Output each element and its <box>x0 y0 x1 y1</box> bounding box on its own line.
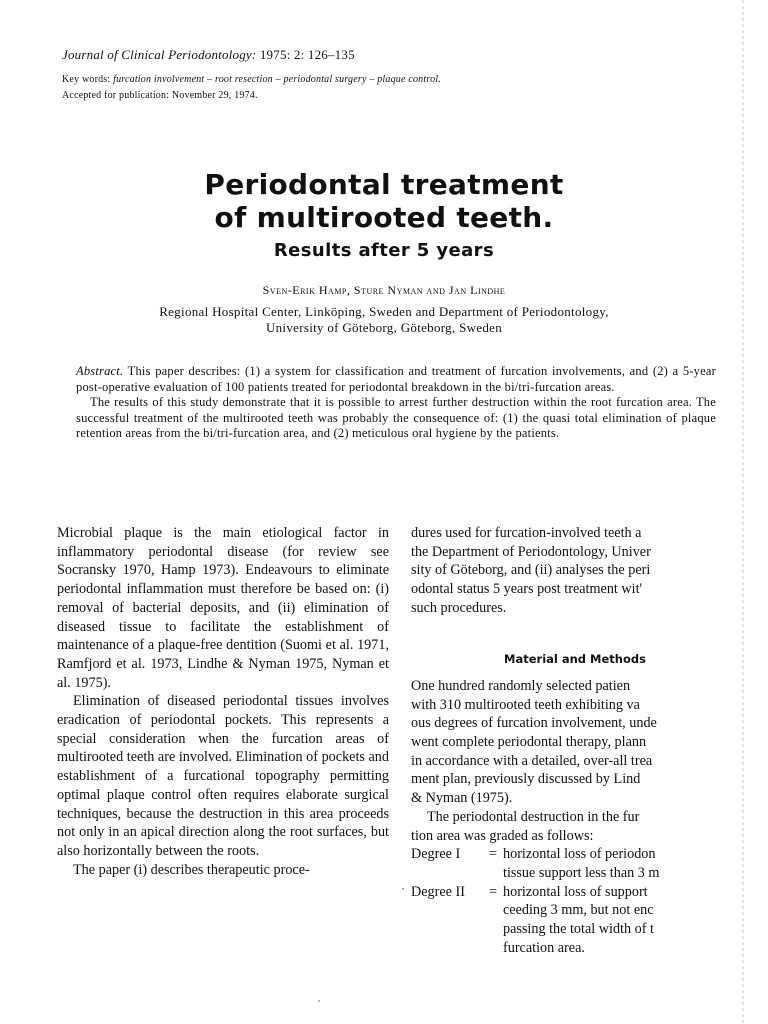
degree-term: Degree II <box>411 883 465 900</box>
paper-title-line-2: of multirooted teeth. <box>214 201 554 234</box>
degree-description: tissue support less than 3 m <box>503 864 660 881</box>
affiliation-line-2: University of Göteborg, Göteborg, Sweden <box>265 320 503 335</box>
text-line: the Department of Periodontology, Univer <box>411 543 651 560</box>
degree-description: horizontal loss of support <box>503 883 648 900</box>
keywords-text: furcation involvement – root resection – periodontal surgery – plaque control. <box>113 74 441 85</box>
degree-description: passing the total width of t <box>503 920 654 937</box>
abstract-paragraph-2: The results of this study demonstrate that it is possible to arrest further destruction within the root furcation area. The successful treatment of the multirooted teeth was probably the consequence of: (1) the quasi total elimination of plaque retention areas from the bi/tri-furcation area, and (2) meticulous oral hygiene by the patients. <box>76 395 716 440</box>
text-line: ous degrees of furcation involvement, unde <box>411 715 657 732</box>
text-line: The periodontal destruction in the fur <box>427 808 640 825</box>
degree-description: ceeding 3 mm, but not enc <box>503 902 654 919</box>
text-line: & Nyman (1975). <box>411 790 513 807</box>
scan-speck <box>318 1000 320 1002</box>
keywords-line <box>62 74 441 85</box>
text-line: One hundred randomly selected patien <box>411 678 631 694</box>
degree-term: Degree I <box>411 846 461 863</box>
body-column-right <box>411 524 739 617</box>
intro-paragraph-2: Elimination of diseased periodontal tissues involves eradication of periodontal pockets. This represents a special consideration when the furcation areas of multirooted teeth are involved. Elimination of pockets and establishment of a furcational topography permitting optimal plaque control often requires elaborate surgical techniques, because the destruction in this area proceeds not only in an apical direction along the root surfaces, but also horizontally between the roots. <box>57 693 389 859</box>
journal-name: Journal of Clinical Periodontology: <box>62 47 257 62</box>
text-line: odontal status 5 years post treatment wit' <box>411 581 643 598</box>
author-list: Sven-Erik Hamp, Sture Nyman and Jan Lindhe <box>262 283 506 297</box>
journal-citation <box>62 47 355 63</box>
abstract <box>76 364 716 442</box>
affiliation-line-1: Regional Hospital Center, Linköping, Sweden and Department of Periodontology, <box>159 304 609 319</box>
abstract-text-1: This paper describes: (1) a system for classification and treatment of furcation involvements, and (2) a 5-year post-operative evaluation of 100 patients treated for periodontal breakdown in the bi/tri-furcation areas. <box>76 364 716 394</box>
paper-title-line-1: Periodontal treatment <box>204 168 564 201</box>
text-line: in accordance with a detailed, over-all trea <box>411 752 653 769</box>
degree-description: furcation area. <box>503 939 585 956</box>
text-line: tion area was graded as follows: <box>411 827 594 844</box>
text-line: ment plan, previously discussed by Lind <box>411 771 641 788</box>
body-column-left <box>57 524 389 879</box>
keywords-label: Key words: <box>62 74 111 85</box>
text-line: went complete periodontal therapy, plann <box>411 734 647 751</box>
paper-subtitle: Results after 5 years <box>273 240 495 261</box>
intro-paragraph-3: The paper (i) describes therapeutic proce- <box>73 861 310 878</box>
methods-text <box>411 677 739 957</box>
degree-definition <box>411 883 739 902</box>
intro-paragraph-1: Microbial plaque is the main etiological factor in inflammatory periodontal disease (for review see Socransky 1970, Hamp 1973). Endeavours to eliminate periodontal inflammation must therefore be based on: (i) removal of bacterial deposits, and (ii) elimination of diseased tissue to facilitate the establishment of maintenance of a plaque-free dentition (Suomi et al. 1971, Ramfjord et al. 1973, Lindhe & Nyman 1975, Nyman et al. 1975). <box>57 525 389 691</box>
journal-reference: 1975: 2: 126–135 <box>259 47 355 62</box>
degree-equals: = <box>489 883 498 900</box>
section-heading: Material and Methods <box>504 652 646 666</box>
text-line: such procedures. <box>411 599 507 616</box>
degree-definition <box>411 845 739 864</box>
abstract-paragraph-1 <box>76 364 716 395</box>
scan-speck <box>402 888 404 890</box>
abstract-label: Abstract. <box>76 364 124 378</box>
text-line: dures used for furcation-involved teeth a <box>411 525 642 541</box>
text-line: with 310 multirooted teeth exhibiting va <box>411 696 640 713</box>
scan-edge-artifact <box>742 0 744 1024</box>
degree-description: horizontal loss of periodon <box>503 846 656 863</box>
accepted-date: Accepted for publication: November 29, 1974. <box>62 90 258 101</box>
degree-equals: = <box>489 846 498 863</box>
text-line: sity of Göteborg, and (ii) analyses the peri <box>411 562 651 579</box>
